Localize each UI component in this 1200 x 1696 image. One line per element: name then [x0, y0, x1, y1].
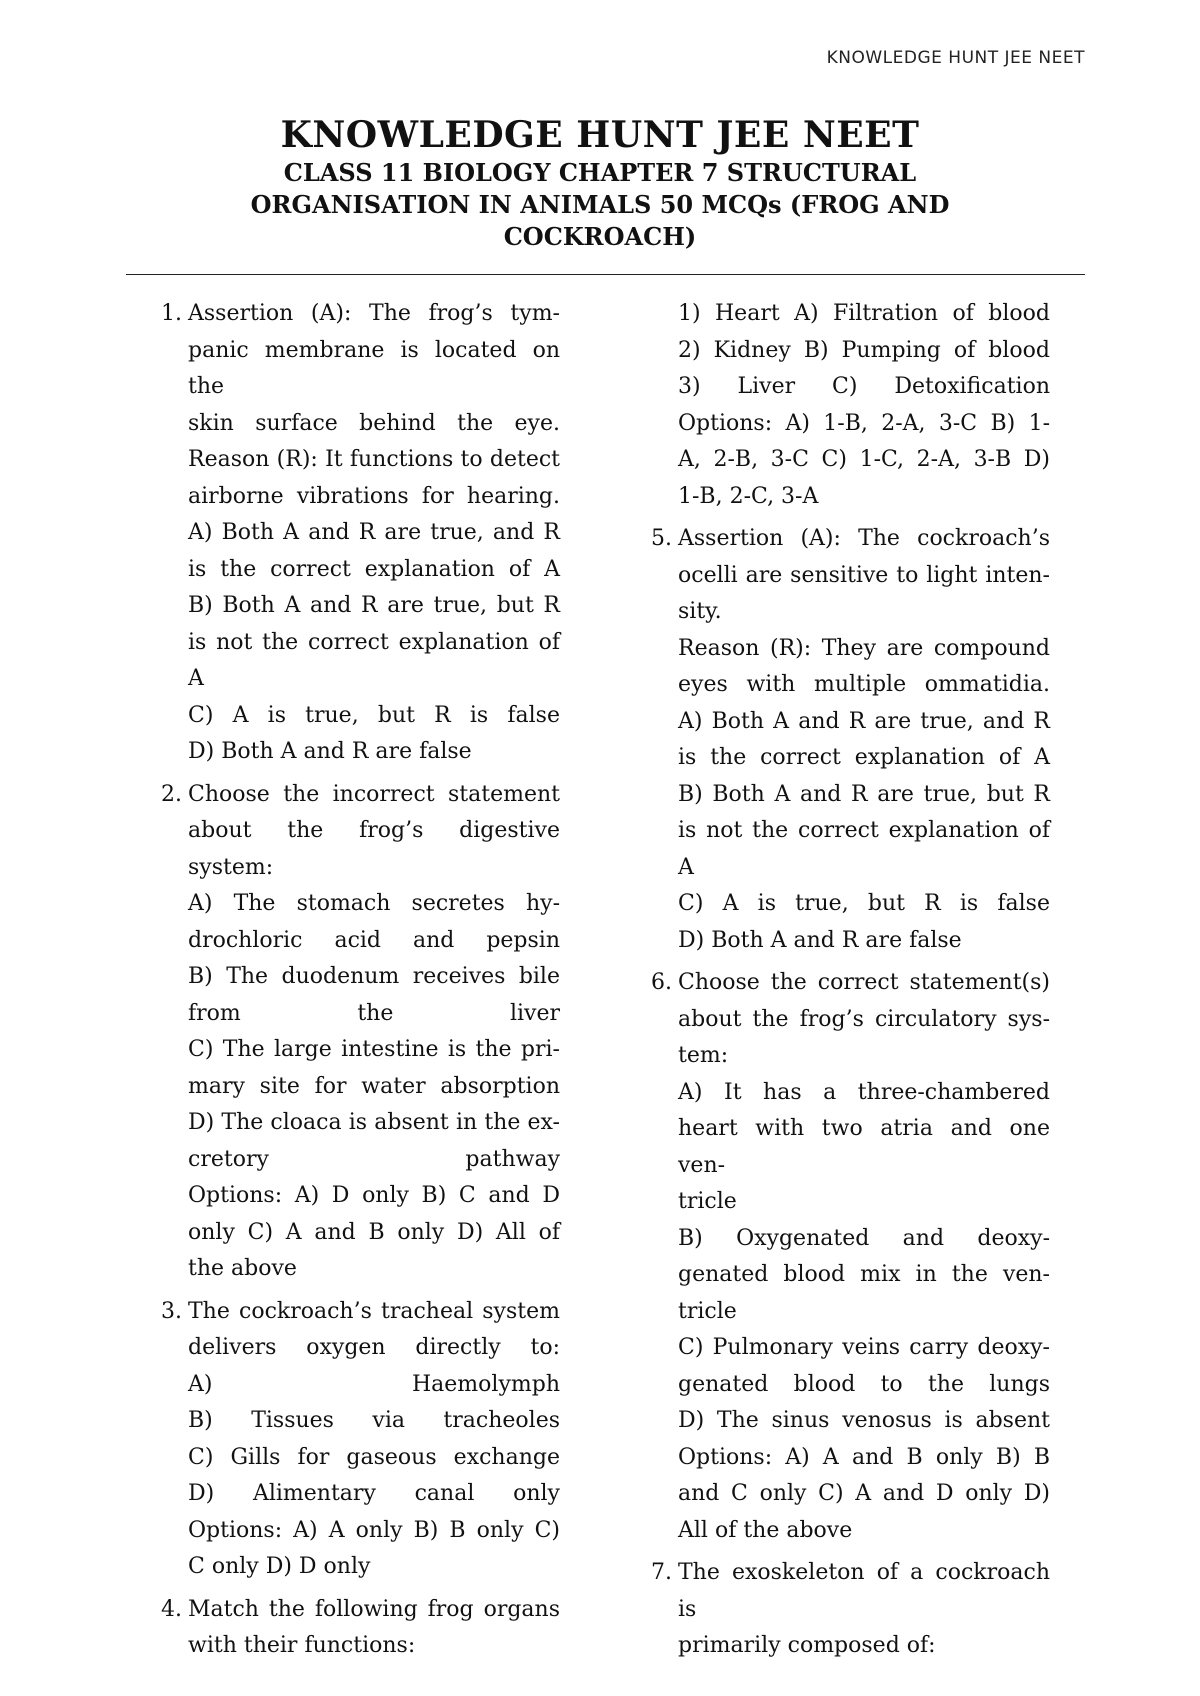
question-number: 7. — [651, 1560, 672, 1585]
question-line: Choose the incorrect statement — [188, 781, 560, 807]
question-line: B) The duodenum receives bile — [188, 964, 560, 989]
question-line: B) Tissues via tracheoles — [188, 1408, 560, 1433]
running-head: KNOWLEDGE HUNT JEE NEET — [826, 48, 1085, 68]
title-block — [120, 114, 1080, 252]
question-line: C) Gills for gaseous exchange — [188, 1444, 560, 1470]
question-line: 1-B, 2-C, 3-A — [678, 483, 819, 509]
right-question-list — [640, 521, 1050, 1665]
question-line: delivers oxygen directly to: — [188, 1335, 560, 1360]
question-item — [640, 521, 1050, 959]
question-line: A — [678, 854, 694, 880]
question-line: ocelli are sensitive to light inten- — [678, 562, 1050, 588]
question-line: Match the following frog organs — [188, 1596, 560, 1622]
question-number: 1. — [161, 301, 182, 326]
question-line: heart with two atria and one ven- — [678, 1116, 1050, 1178]
question-line: A) It has a three-chambered — [678, 1079, 1050, 1105]
question-line: D) The cloaca is absent in the ex- — [188, 1110, 560, 1135]
left-column — [150, 296, 560, 1671]
question-number: 6. — [651, 970, 672, 995]
question-item — [150, 1592, 560, 1665]
question-line: A) Haemolymph — [188, 1371, 560, 1397]
question-number: 2. — [161, 781, 182, 807]
question-line: skin surface behind the eye. — [188, 410, 560, 436]
question-line: Reason (R): They are compound — [678, 635, 1050, 661]
question-line: eyes with multiple ommatidia. — [678, 672, 1050, 697]
question-line: cretory pathway — [188, 1146, 560, 1172]
question-line: with their functions: — [188, 1633, 416, 1658]
question-line: panic membrane is located on the — [188, 337, 560, 399]
question-line: Choose the correct statement(s) — [678, 970, 1050, 995]
question-line: primarily composed of: — [678, 1633, 936, 1658]
question-item — [150, 777, 560, 1288]
question-line: about the frog’s circulatory sys- — [678, 1006, 1050, 1032]
question-line: only C) A and B only D) All of — [188, 1219, 560, 1245]
question-line: D) The sinus venosus is absent — [678, 1408, 1050, 1433]
right-column — [640, 296, 1050, 1671]
question-line: Options: A) A and B only B) B — [678, 1444, 1050, 1470]
question-line: Options: A) D only B) C and D — [188, 1183, 560, 1208]
question-line: Assertion (A): The frog’s tym- — [188, 301, 560, 326]
question-line: D) Alimentary canal only — [188, 1481, 560, 1506]
question-line: and C only C) A and D only D) — [678, 1481, 1050, 1506]
title-divider — [126, 274, 1085, 275]
question-number: 3. — [161, 1298, 182, 1324]
question-line: C) A is true, but R is false — [188, 702, 560, 728]
question-line: tricle — [678, 1189, 737, 1214]
question-line: about the frog’s digestive system: — [188, 818, 560, 880]
question-line: is the correct explanation of A — [678, 745, 1050, 770]
subtitle-line-2: ORGANISATION IN ANIMALS 50 MCQs (FROG AND — [250, 190, 950, 219]
subtitle-line-1: CLASS 11 BIOLOGY CHAPTER 7 STRUCTURAL — [283, 158, 917, 187]
question-line: sity. — [678, 599, 722, 624]
question-line: A) Both A and R are true, and R — [678, 708, 1050, 734]
question-item — [640, 965, 1050, 1549]
question-line: Reason (R): It functions to detect — [188, 447, 560, 472]
question-line: D) Both A and R are false — [678, 927, 962, 953]
question-line: C) A is true, but R is false — [678, 891, 1050, 916]
question-line: C) Pulmonary veins carry deoxy- — [678, 1335, 1050, 1360]
question-line: B) Oxygenated and deoxy- — [678, 1225, 1050, 1251]
subtitle-line-3: COCKROACH) — [503, 222, 697, 251]
question-line: 2) Kidney B) Pumping of blood — [678, 337, 1050, 363]
question-line: Options: A) A only B) B only C) — [188, 1517, 560, 1543]
question-line: D) Both A and R are false — [188, 739, 472, 764]
question-item — [150, 296, 560, 771]
question-line: the above — [188, 1256, 297, 1281]
question-line: tricle — [678, 1298, 737, 1324]
question-line: A) The stomach secretes hy- — [188, 891, 560, 916]
question-line: Assertion (A): The cockroach’s — [678, 526, 1050, 551]
question-line: is not the correct explanation of — [188, 629, 560, 655]
question-line: drochloric acid and pepsin — [188, 927, 560, 953]
question-line: A — [188, 666, 204, 691]
question-line: 3) Liver C) Detoxification — [678, 374, 1050, 399]
question-line: A, 2-B, 3-C C) 1-C, 2-A, 3-B D) — [678, 447, 1050, 472]
question-line: tem: — [678, 1043, 729, 1068]
question-line: genated blood to the lungs — [678, 1371, 1050, 1397]
question-line: is the correct explanation of A — [188, 556, 560, 582]
question-line: genated blood mix in the ven- — [678, 1262, 1050, 1287]
question-line: Options: A) 1-B, 2-A, 3-C B) 1- — [678, 410, 1050, 436]
question-line: The cockroach’s tracheal system — [188, 1298, 560, 1324]
question-4-continuation — [640, 296, 1050, 515]
question-line: is not the correct explanation of — [678, 818, 1050, 843]
page-title: KNOWLEDGE HUNT JEE NEET — [280, 114, 920, 156]
question-item — [150, 1294, 560, 1586]
question-item — [640, 1555, 1050, 1665]
question-line: B) Both A and R are true, but R — [678, 781, 1050, 807]
question-line: airborne vibrations for hearing. — [188, 483, 560, 509]
question-line: C) The large intestine is the pri- — [188, 1037, 560, 1062]
question-line: mary site for water absorption — [188, 1073, 560, 1099]
question-line: 1) Heart A) Filtration of blood — [678, 301, 1050, 326]
question-line: B) Both A and R are true, but R — [188, 593, 560, 618]
question-number: 5. — [651, 526, 672, 551]
question-line: from the liver — [188, 1000, 560, 1026]
question-line: The exoskeleton of a cockroach is — [678, 1560, 1050, 1622]
question-line: C only D) D only — [188, 1554, 371, 1579]
left-question-list — [150, 296, 560, 1665]
question-line: A) Both A and R are true, and R — [188, 520, 560, 545]
question-line: All of the above — [678, 1517, 853, 1543]
question-number: 4. — [161, 1596, 182, 1622]
